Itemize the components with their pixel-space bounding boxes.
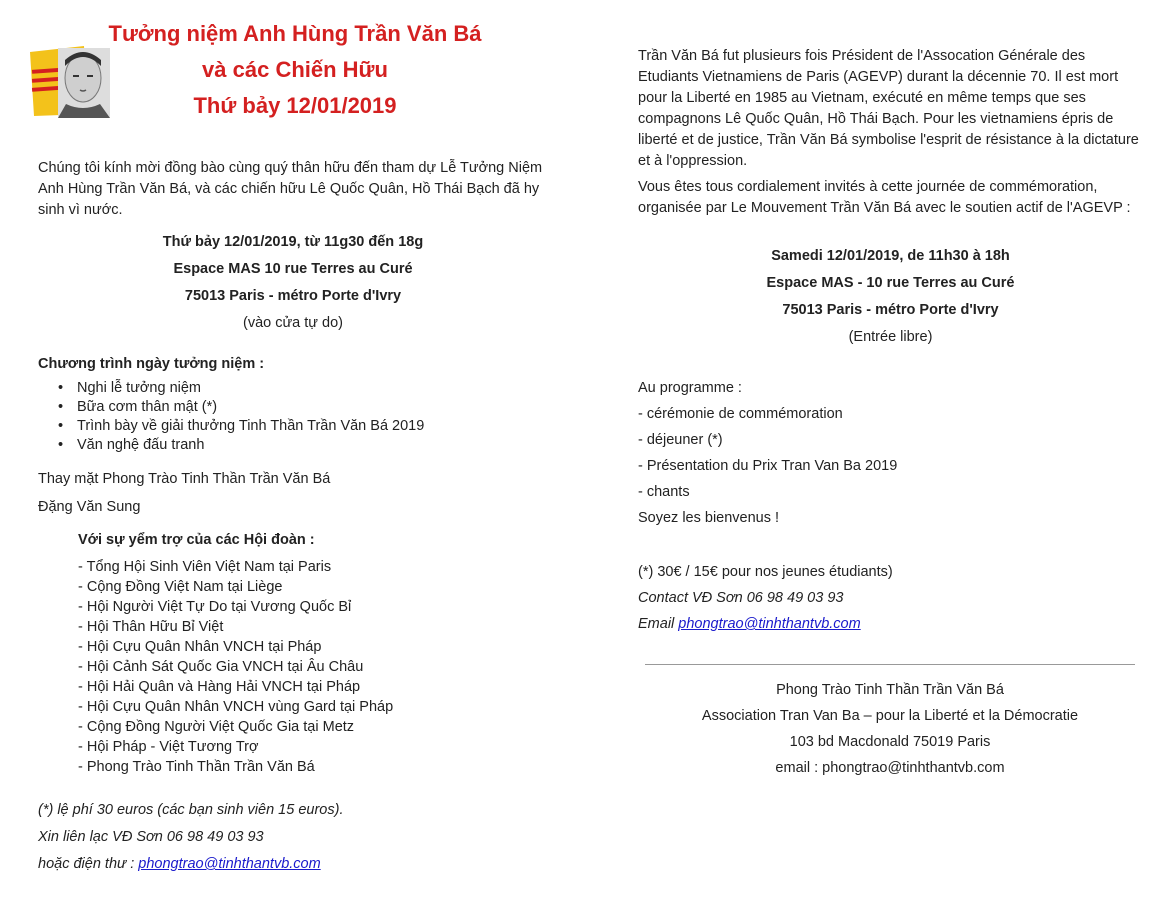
list-item: - déjeuner (*) (638, 432, 723, 448)
list-item: - Tổng Hội Sinh Viên Việt Nam tại Paris (78, 559, 332, 575)
list-item: - Hội Pháp - Việt Tương Trợ (78, 739, 259, 755)
right-email-link[interactable]: phongtrao@tinhthantvb.com (678, 616, 861, 632)
right-intro: Trần Văn Bá fut plusieurs fois Président de l'Assocation Générale des Etudiants Vietnamiens de Paris (AGEVP) durant la décennie 70. Il est mort pour la Liberté en 1985 au Vietnam, exécuté en même temps que ses compagnons Lê Quốc Quân, Hồ Thái Bạch. Pour les vietnamiens épris de liberté et de justice, Trần Văn Bá symbolise l'esprit de résistance à la dictature et à l'oppression. (638, 48, 1139, 169)
left-program-list (38, 379, 538, 455)
left-email-link[interactable]: phongtrao@tinhthantvb.com (138, 856, 321, 872)
title-line-2: và các Chiến Hữu (202, 57, 388, 82)
list-item: - Hội Hải Quân và Hàng Hải VNCH tại Pháp (78, 679, 361, 695)
list-item: - Cộng Đồng Người Việt Quốc Gia tại Metz (78, 719, 355, 735)
right-event-entry: (Entrée libre) (848, 329, 933, 345)
support-heading: Với sự yểm trợ của các Hội đoàn : (78, 532, 315, 548)
right-event-venue: Espace MAS - 10 rue Terres au Curé (766, 275, 1015, 291)
left-email-prefix: hoặc điện thư : (38, 856, 139, 872)
right-email-line (638, 611, 1138, 637)
right-contact-block (638, 559, 1138, 637)
list-item: • Trình bày về giải thưởng Tinh Thần Trần Văn Bá 2019 (38, 417, 538, 436)
left-event-entry: (vào cửa tự do) (242, 315, 343, 331)
right-fee-note: (*) 30€ / 15€ pour nos jeunes étudiants) (638, 564, 893, 580)
left-fee-note: (*) lệ phí 30 euros (các bạn sinh viên 15 euros). (38, 802, 344, 818)
left-email-line (38, 854, 321, 875)
footer-org-name: Phong Trào Tinh Thần Trần Văn Bá (776, 682, 1004, 698)
title-line-1: Tưởng niệm Anh Hùng Trần Văn Bá (108, 21, 482, 46)
left-event-details (38, 229, 548, 337)
left-event-address: 75013 Paris - métro Porte d'Ivry (184, 288, 402, 304)
support-list (78, 557, 518, 777)
list-item: - cérémonie de commémoration (638, 406, 843, 422)
right-event-date: Samedi 12/01/2019, de 11h30 à 18h (771, 248, 1010, 264)
footer-association: Association Tran Van Ba – pour la Liberté et la Démocratie (701, 708, 1079, 724)
list-item: • Văn nghệ đấu tranh (38, 436, 538, 455)
list-item: - Cộng Đồng Việt Nam tại Liège (78, 579, 283, 595)
left-event-date: Thứ bảy 12/01/2019, từ 11g30 đến 18g (162, 234, 424, 250)
list-item: - Hội Cảnh Sát Quốc Gia VNCH tại Âu Châu (78, 659, 364, 675)
list-item: • Bữa cơm thân mật (*) (38, 398, 538, 417)
footer-address: 103 bd Macdonald 75019 Paris (789, 734, 991, 750)
right-event-details (638, 243, 1143, 351)
left-program-heading: Chương trình ngày tưởng niệm : (38, 356, 265, 372)
right-program-heading: Au programme : (638, 380, 742, 396)
left-event-venue: Espace MAS 10 rue Terres au Curé (173, 261, 413, 277)
right-event-address: 75013 Paris - métro Porte d'Ivry (782, 302, 999, 318)
list-item: - Phong Trào Tinh Thần Trần Văn Bá (78, 759, 315, 775)
divider (645, 664, 1135, 665)
footer-email: email : phongtrao@tinhthantvb.com (775, 760, 1005, 776)
list-item: - chants (638, 484, 690, 500)
right-welcome: Soyez les bienvenus ! (638, 510, 780, 526)
right-email-prefix: Email (638, 616, 679, 632)
portrait-flag-image (28, 44, 110, 118)
title-line-3: Thứ bảy 12/01/2019 (193, 93, 397, 118)
list-item: - Hội Cựu Quân Nhân VNCH vùng Gard tại Pháp (78, 699, 394, 715)
right-contact: Contact VĐ Sơn 06 98 49 03 93 (638, 590, 844, 606)
list-item: • Nghi lễ tưởng niệm (38, 379, 538, 398)
right-invite: Vous êtes tous cordialement invités à cette journée de commémoration, organisée par Le Mouvement Trần Văn Bá avec le soutien actif de l'AGEVP : (638, 179, 1131, 216)
right-footer (640, 677, 1140, 781)
list-item: - Hội Người Việt Tự Do tại Vương Quốc Bỉ (78, 599, 352, 615)
list-item: - Hội Thân Hữu Bỉ Việt (78, 619, 224, 635)
left-signer: Đặng Văn Sung (38, 499, 141, 515)
right-program (638, 375, 1138, 531)
event-title (105, 16, 485, 124)
list-item: - Hội Cựu Quân Nhân VNCH tại Pháp (78, 639, 322, 655)
left-intro: Chúng tôi kính mời đồng bào cùng quý thân hữu đến tham dự Lễ Tưởng Niệm Anh Hùng Trần Văn Bá, và các chiến hữu Lê Quốc Quân, Hồ Thái Bạch đã hy sinh vì nước. (38, 160, 543, 218)
list-item: - Présentation du Prix Tran Van Ba 2019 (638, 458, 898, 474)
left-contact: Xin liên lạc VĐ Sơn 06 98 49 03 93 (38, 829, 264, 845)
left-signoff: Thay mặt Phong Trào Tinh Thần Trần Văn Bá (38, 471, 331, 487)
